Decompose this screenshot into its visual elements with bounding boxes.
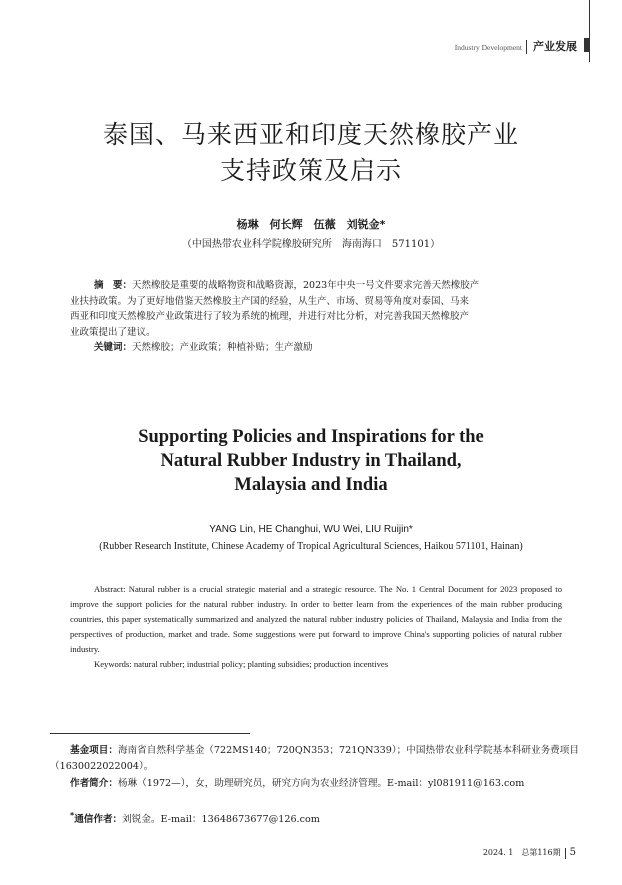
header-separator — [526, 40, 527, 54]
keywords-en-label: Keywords: — [94, 659, 132, 669]
authors-en: YANG Lin, HE Changhui, WU Wei, LIU Ruijin* — [209, 524, 413, 535]
abstract-en — [70, 582, 562, 657]
abstract-cn-label: 摘 要： — [94, 280, 133, 291]
keywords-cn — [70, 340, 570, 356]
title-cn-line1: 泰国、马来西亚和印度天然橡胶产业 — [102, 120, 519, 149]
page-footer — [483, 847, 576, 859]
title-en-line1: Supporting Policies and Inspirations for the — [138, 427, 484, 447]
header-section-name: 产业发展 — [533, 40, 577, 53]
authors-cn: 杨琳 何长辉 伍薇 刘锐金* — [236, 218, 386, 231]
affiliation-en: (Rubber Research Institute, Chinese Academy of Tropical Agricultural Sciences, Haikou 571101, Hainan) — [99, 541, 523, 552]
abstract-cn-line: 业政策提出了建议。 — [70, 326, 156, 338]
header-english: Industry Development — [454, 43, 522, 52]
footnote-fund: 基金项目：海南省自然科学基金（722MS140；720QN353；721QN339）；中国热带农业科学院基本科研业务费项目（1630022022004）。 — [50, 745, 579, 772]
abstract-cn-line: 业扶持政策。为了更好地借鉴天然橡胶主产国的经验，从生产、市场、贸易等角度对泰国、马来 — [70, 295, 470, 307]
footnote-author-bio: 作者简介：杨琳（1972—），女，助理研究员，研究方向为农业经济管理。E-mail：yl081911@163.com — [70, 778, 525, 789]
keywords-en — [94, 659, 388, 669]
footnote-corresponding: *通信作者：刘锐金。E-mail：13648673677@126.com — [70, 811, 320, 826]
keywords-cn-label: 关键词： — [94, 342, 133, 353]
abstract-en-text: Natural rubber is a crucial strategic material and a strategic resource. The No. 1 Central Document for 2023 proposed to improve the support policies for the natural rubber industry. In order to better learn from the experiences of the main rubber producing countries, this paper systematically summarized and analyzed the natural rubber industry policies of Thailand, Malaysia and India from the perspectives of production, market and trade. Some suggestions were put forward to improve China's supporting policies of natural rubber industry. — [70, 584, 562, 654]
title-en-line2: Natural Rubber Industry in Thailand, — [160, 451, 462, 471]
header-bar-mark — [584, 38, 589, 52]
affiliation-cn: （中国热带农业科学院橡胶研究所 海南海口 571101） — [181, 239, 441, 250]
footnote-rule — [50, 733, 250, 734]
abstract-en-label: Abstract: — [94, 584, 126, 594]
title-cn-line2: 支持政策及启示 — [219, 156, 402, 185]
footer-issue: 2024. 1 总第116期 — [482, 848, 561, 857]
keywords-en-text: natural rubber; industrial policy; planting subsidies; production incentives — [133, 659, 389, 669]
abstract-cn — [70, 278, 570, 356]
footer-separator — [565, 848, 566, 859]
abstract-cn-line: 摘 要：天然橡胶是重要的战略物资和战略资源，2023年中央一号文件要求完善天然橡胶产 — [94, 280, 480, 291]
abstract-cn-line: 西亚和印度天然橡胶产业政策进行了较为系统的梳理，并进行对比分析，对完善我国天然橡胶产 — [70, 311, 470, 322]
header-vertical-rule — [589, 0, 590, 62]
page-number: 5 — [569, 847, 576, 858]
keywords-cn-text: 天然橡胶；产业政策；种植补贴；生产激励 — [132, 342, 313, 353]
title-en-line3: Malaysia and India — [234, 475, 388, 495]
